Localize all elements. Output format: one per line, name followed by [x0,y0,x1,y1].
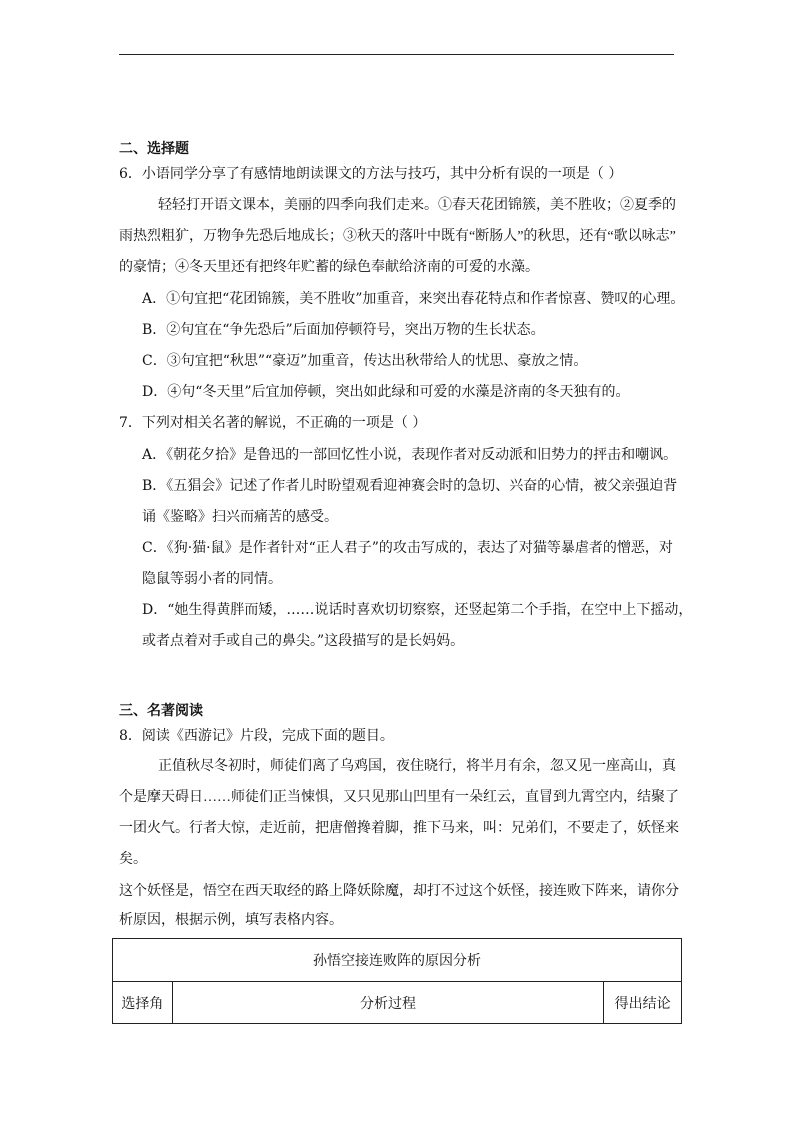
table-header-angle: 选择角 [113,982,173,1024]
question-8-passage-line: 正值秋尽冬初时，师徒们离了乌鸡国，夜住晓行，将半月有余，忽又见一座高山，真 [158,759,676,774]
analysis-table [112,938,682,1024]
question-7-option-a: A．《朝花夕拾》是鲁迅的一部回忆性小说，表现作者对反动派和旧势力的抨击和嘲讽。 [142,447,678,463]
question-8-passage-line: 矣。 [119,852,147,867]
question-8-passage-line: 一团火气。行者大惊，走近前，把唐僧搀着脚，推下马来，叫：兄弟们，不要走了，妖怪来 [119,821,679,836]
table-header-row [113,982,682,1024]
table-header-process: 分析过程 [172,982,603,1024]
question-7-option-d-continued: 或者点着对手或自己的鼻尖。”这段描写的是长妈妈。 [142,633,465,649]
question-6-passage-line: 的豪情；④冬天里还有把终年贮蓄的绿色奉献给济南的可爱的水藻。 [119,260,539,275]
section-heading-choice: 二、选择题 [119,141,189,157]
question-6-option-c: C．③句宜把“秋思”“豪迈”加重音，传达出秋带给人的忧思、豪放之情。 [142,353,588,369]
question-6-stem: 6．小语同学分享了有感情地朗读课文的方法与技巧，其中分析有误的一项是（ ） [119,166,623,182]
question-7-option-c: C．《狗·猫·鼠》是作者针对“正人君子”的攻击写成的，表达了对猫等暴虐者的憎恶，对 [142,540,673,556]
question-8-passage-line: 个是摩天碍日……师徒们正当悚惧，又只见那山凹里有一朵红云，直冒到九霄空内，结聚了 [119,790,679,805]
question-6-option-a: A．①句宜把“花团锦簇，美不胜收”加重音，来突出春花特点和作者惊喜、赞叹的心理。 [142,291,685,307]
question-7-option-d: D．“她生得黄胖而矮，……说话时喜欢切切察察，还竖起第二个手指，在空中上下摇动， [142,602,693,618]
question-6-passage-line: 雨热烈粗犷，万物争先恐后地成长；③秋天的落叶中既有“断肠人”的秋思，还有“歌以咏志” [119,229,676,244]
question-8-stem: 8．阅读《西游记》片段，完成下面的题目。 [119,728,394,744]
question-6-passage-line: 轻轻打开语文课本，美丽的四季向我们走来。①春天花团锦簇，美不胜收；②夏季的 [158,198,676,213]
header-rule [119,54,674,55]
question-7-option-b: B．《五猖会》记述了作者儿时盼望观看迎神赛会时的急切、兴奋的心情，被父亲强迫背 [142,478,678,494]
table-title: 孙悟空接连败阵的原因分析 [113,939,682,982]
question-7-option-b-continued: 诵《鉴略》扫兴而痛苦的感受。 [142,509,338,525]
question-8-prompt-continued: 析原因，根据示例，填写表格内容。 [119,912,343,928]
question-6-option-d: D．④句“冬天里”后宜加停顿，突出如此绿和可爱的水藻是济南的冬天独有的。 [142,384,630,400]
question-6-option-b: B．②句宜在“争先恐后”后面加停顿符号，突出万物的生长状态。 [142,322,545,338]
section-heading-classics-reading: 三、名著阅读 [119,703,203,719]
question-8-prompt: 这个妖怪是，悟空在西天取经的路上降妖除魔，却打不过这个妖怪，接连败下阵来，请你分 [119,883,679,899]
table-title-row [113,939,682,982]
question-7-option-c-continued: 隐鼠等弱小者的同情。 [142,571,282,587]
question-7-stem: 7．下列对相关名著的解说，不正确的一项是（ ） [119,415,427,431]
table-header-conclusion: 得出结论 [604,982,682,1024]
